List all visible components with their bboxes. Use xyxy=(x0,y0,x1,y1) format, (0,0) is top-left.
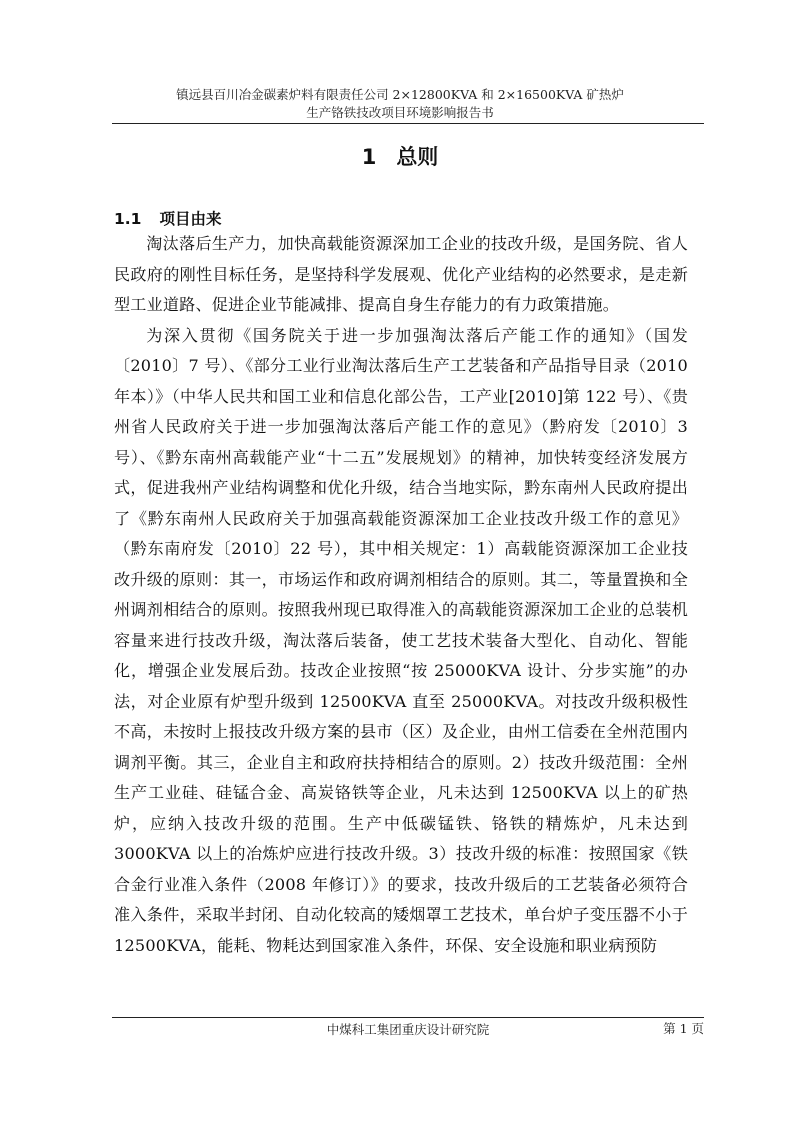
section-number: 1.1 xyxy=(114,210,142,228)
running-header xyxy=(112,86,688,122)
section-title-text: 项目由来 xyxy=(159,210,222,228)
header-line-1: 镇远县百川冶金碳素炉料有限责任公司 2×12800KVA 和 2×16500KVA 矿热炉 xyxy=(176,87,624,102)
section-heading xyxy=(114,207,221,229)
footer-organization: 中煤科工集团重庆设计研究院 xyxy=(326,1022,490,1037)
header-rule xyxy=(112,123,704,124)
chapter-title-text: 总则 xyxy=(396,145,439,169)
header-line-2: 生产铬铁技改项目环境影响报告书 xyxy=(306,105,494,120)
footer-rule xyxy=(112,1017,704,1018)
chapter-number: 1 xyxy=(361,145,377,169)
chapter-title xyxy=(0,142,800,172)
body-text xyxy=(114,229,688,961)
paragraph-1: 淘汰落后生产力，加快高载能资源深加工企业的技改升级，是国务院、省人民政府的刚性目标任务，是坚持科学发展观、优化产业结构的必然要求，是走新型工业道路、促进企业节能减排、提高自身生存能力的有力政策措施。 xyxy=(114,234,688,314)
paragraph-2: 为深入贯彻《国务院关于进一步加强淘汰落后产能工作的通知》（国发〔2010〕7 号）、《部分工业行业淘汰落后生产工艺装备和产品指导目录（2010 年本）》（中华人民共和国工业和信息化部公告，工产业[2010]第 122 号）、《贵州省人民政府关于进一步加强淘汰落后产能工作的意见》（黔府发〔2010〕3 号）、《黔东南州高载能产业“十二五”发展规划》的精神，加快转变经济发展方式，促进我州产业结构调整和优化升级，结合当地实际，黔东南州人民政府提出了《黔东南州人民政府关于加强高载能资源深加工企业技改升级工作的意见》（黔东南府发〔2010〕22 号），其中相关规定：1）高载能资源深加工企业技改升级的原则：其一，市场运作和政府调剂相结合的原则。其二，等量置换和全州调剂相结合的原则。按照我州现已取得准入的高载能资源深加工企业的总装机容量来进行技改升级，淘汰落后装备，使工艺技术装备大型化、自动化、智能化，增强企业发展后劲。技改企业按照“按 25000KVA 设计、分步实施”的办法，对企业原有炉型升级到 12500KVA 直至 25000KVA。对技改升级积极性不高，未按时上报技改升级方案的县市（区）及企业，由州工信委在全州范围内调剂平衡。其三，企业自主和政府扶持相结合的原则。2）技改升级范围：全州生产工业硅、硅锰合金、高炭铬铁等企业，凡未达到 12500KVA 以上的矿热炉，应纳入技改升级的范围。生产中低碳锰铁、铬铁的精炼炉，凡未达到 3000KVA 以上的冶炼炉应进行技改升级。3）技改升级的标准：按照国家《铁合金行业准入条件（2008 年修订）》的要求，技改升级后的工艺装备必须符合准入条件，采取半封闭、自动化较高的矮烟罩工艺技术，单台炉子变压器不小于 12500KVA，能耗、物耗达到国家准入条件，环保、安全设施和职业病预防 xyxy=(114,325,688,955)
page-number: 第 1 页 xyxy=(663,1021,704,1036)
